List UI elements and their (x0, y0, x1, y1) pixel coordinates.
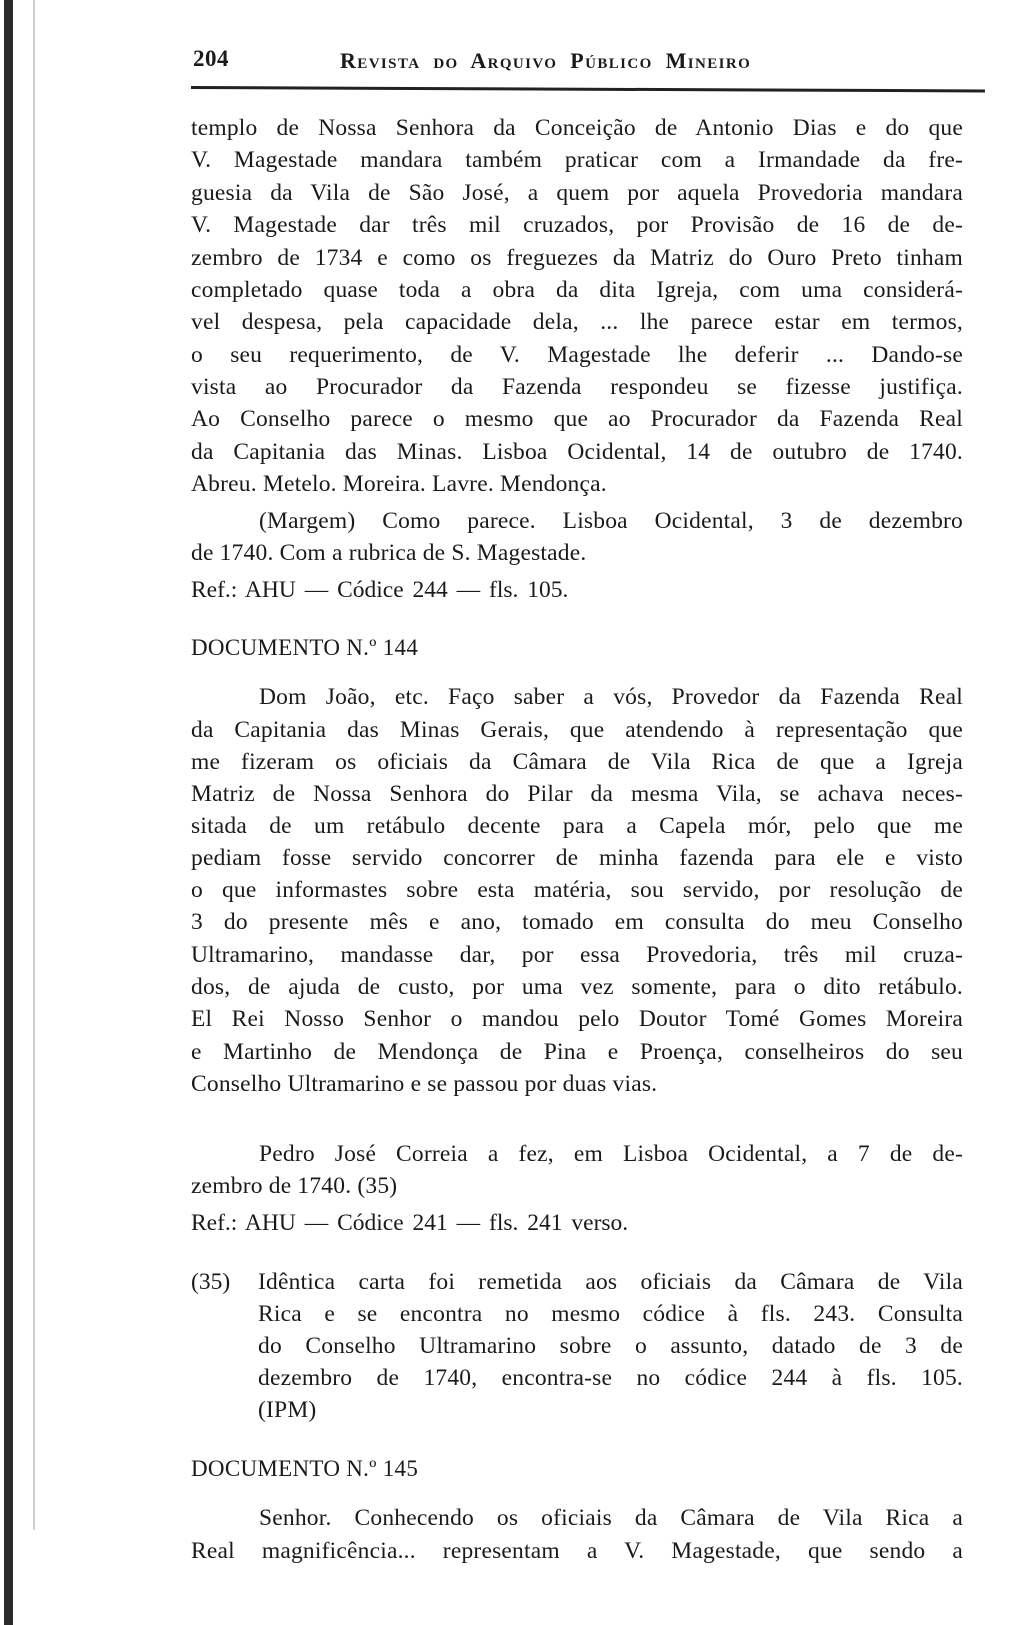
text-line: vel despesa, pela capacidade dela, ... lhe parece estar em termos, (191, 309, 963, 335)
text-line: guesia da Vila de São José, a quem por aquela Provedoria mandara (191, 180, 963, 206)
text-line: pediam fosse servido concorrer de minha fazenda para ele e visto (191, 845, 963, 871)
text-line: dos, de ajuda de custo, por uma vez somente, para o dito retábulo. (191, 974, 963, 1000)
footnote-number: (35) (191, 1269, 231, 1295)
text-line: o que informastes sobre esta matéria, sou servido, por resolução de (191, 877, 963, 903)
text-line: da Capitania das Minas Gerais, que atendendo à representação que (191, 717, 963, 743)
text-line: (Margem) Como parece. Lisboa Ocidental, 3 de dezembro (259, 508, 963, 534)
text-line: de 1740. Com a rubrica de S. Magestade. (191, 540, 587, 566)
text-line: sitada de um retábulo decente para a Capela mór, pelo que me (191, 813, 963, 839)
text-line: 3 do presente mês e ano, tomado em consulta do meu Conselho (191, 909, 963, 935)
text-line: Dom João, etc. Faço saber a vós, Provedor da Fazenda Real (259, 684, 963, 710)
scan-margin-line (33, 0, 35, 1530)
archive-reference: Ref.: AHU — Códice 244 — fls. 105. (191, 577, 569, 603)
text-line: Matriz de Nossa Senhora do Pilar da mesma Vila, se achava neces- (191, 781, 963, 807)
text-line: dezembro de 1740, encontra-se no códice 244 à fls. 105. (258, 1365, 963, 1391)
text-line: Idêntica carta foi remetida aos oficiais da Câmara de Vila (258, 1269, 963, 1295)
document-heading: DOCUMENTO N.º 144 (191, 635, 419, 660)
text-line: V. Magestade mandara também praticar com a Irmandade da fre- (191, 147, 963, 173)
text-line: V. Magestade dar três mil cruzados, por Provisão de 16 de de- (191, 212, 963, 238)
text-line: completado quase toda a obra da dita Igreja, com uma considerá- (191, 277, 963, 303)
text-line: do Conselho Ultramarino sobre o assunto, datado de 3 de (258, 1333, 963, 1359)
text-line: da Capitania das Minas. Lisboa Ocidental, 14 de outubro de 1740. (191, 439, 963, 465)
text-line: zembro de 1740. (35) (191, 1173, 398, 1199)
text-line: zembro de 1734 e como os freguezes da Matriz do Ouro Preto tinham (191, 245, 963, 271)
text-line: Pedro José Correia a fez, em Lisboa Ocidental, a 7 de de- (259, 1141, 963, 1167)
text-line: me fizeram os oficiais da Câmara de Vila Rica de que a Igreja (191, 749, 963, 775)
text-line: Ultramarino, mandasse dar, por essa Provedoria, três mil cruza- (191, 942, 963, 968)
archive-reference: Ref.: AHU — Códice 241 — fls. 241 verso. (191, 1210, 629, 1236)
text-line: Conselho Ultramarino e se passou por duas vias. (191, 1071, 658, 1097)
text-line: vista ao Procurador da Fazenda respondeu se fizesse justifiça. (191, 374, 963, 400)
header-rule (191, 86, 985, 92)
text-line: Rica e se encontra no mesmo códice à fls. 243. Consulta (258, 1301, 963, 1327)
text-line: Real magnificência... representam a V. Magestade, que sendo a (191, 1538, 963, 1564)
text-line: (IPM) (258, 1397, 317, 1423)
text-line: Ao Conselho parece o mesmo que ao Procurador da Fazenda Real (191, 406, 963, 432)
text-line: templo de Nossa Senhora da Conceição de Antonio Dias e do que (191, 115, 963, 141)
text-line: Senhor. Conhecendo os oficiais da Câmara de Vila Rica a (259, 1505, 963, 1531)
text-line: El Rei Nosso Senhor o mandou pelo Doutor Tomé Gomes Moreira (191, 1006, 963, 1032)
document-heading: DOCUMENTO N.º 145 (191, 1456, 419, 1481)
scan-edge-shadow (4, 0, 13, 1625)
text-line: o seu requerimento, de V. Magestade lhe deferir ... Dando-se (191, 342, 963, 368)
text-line: e Martinho de Mendonça de Pina e Proença, conselheiros do seu (191, 1039, 963, 1065)
text-line: Abreu. Metelo. Moreira. Lavre. Mendonça. (191, 471, 607, 497)
running-title: Revista do Arquivo Público Mineiro (340, 48, 752, 73)
page-number: 204 (193, 46, 229, 71)
